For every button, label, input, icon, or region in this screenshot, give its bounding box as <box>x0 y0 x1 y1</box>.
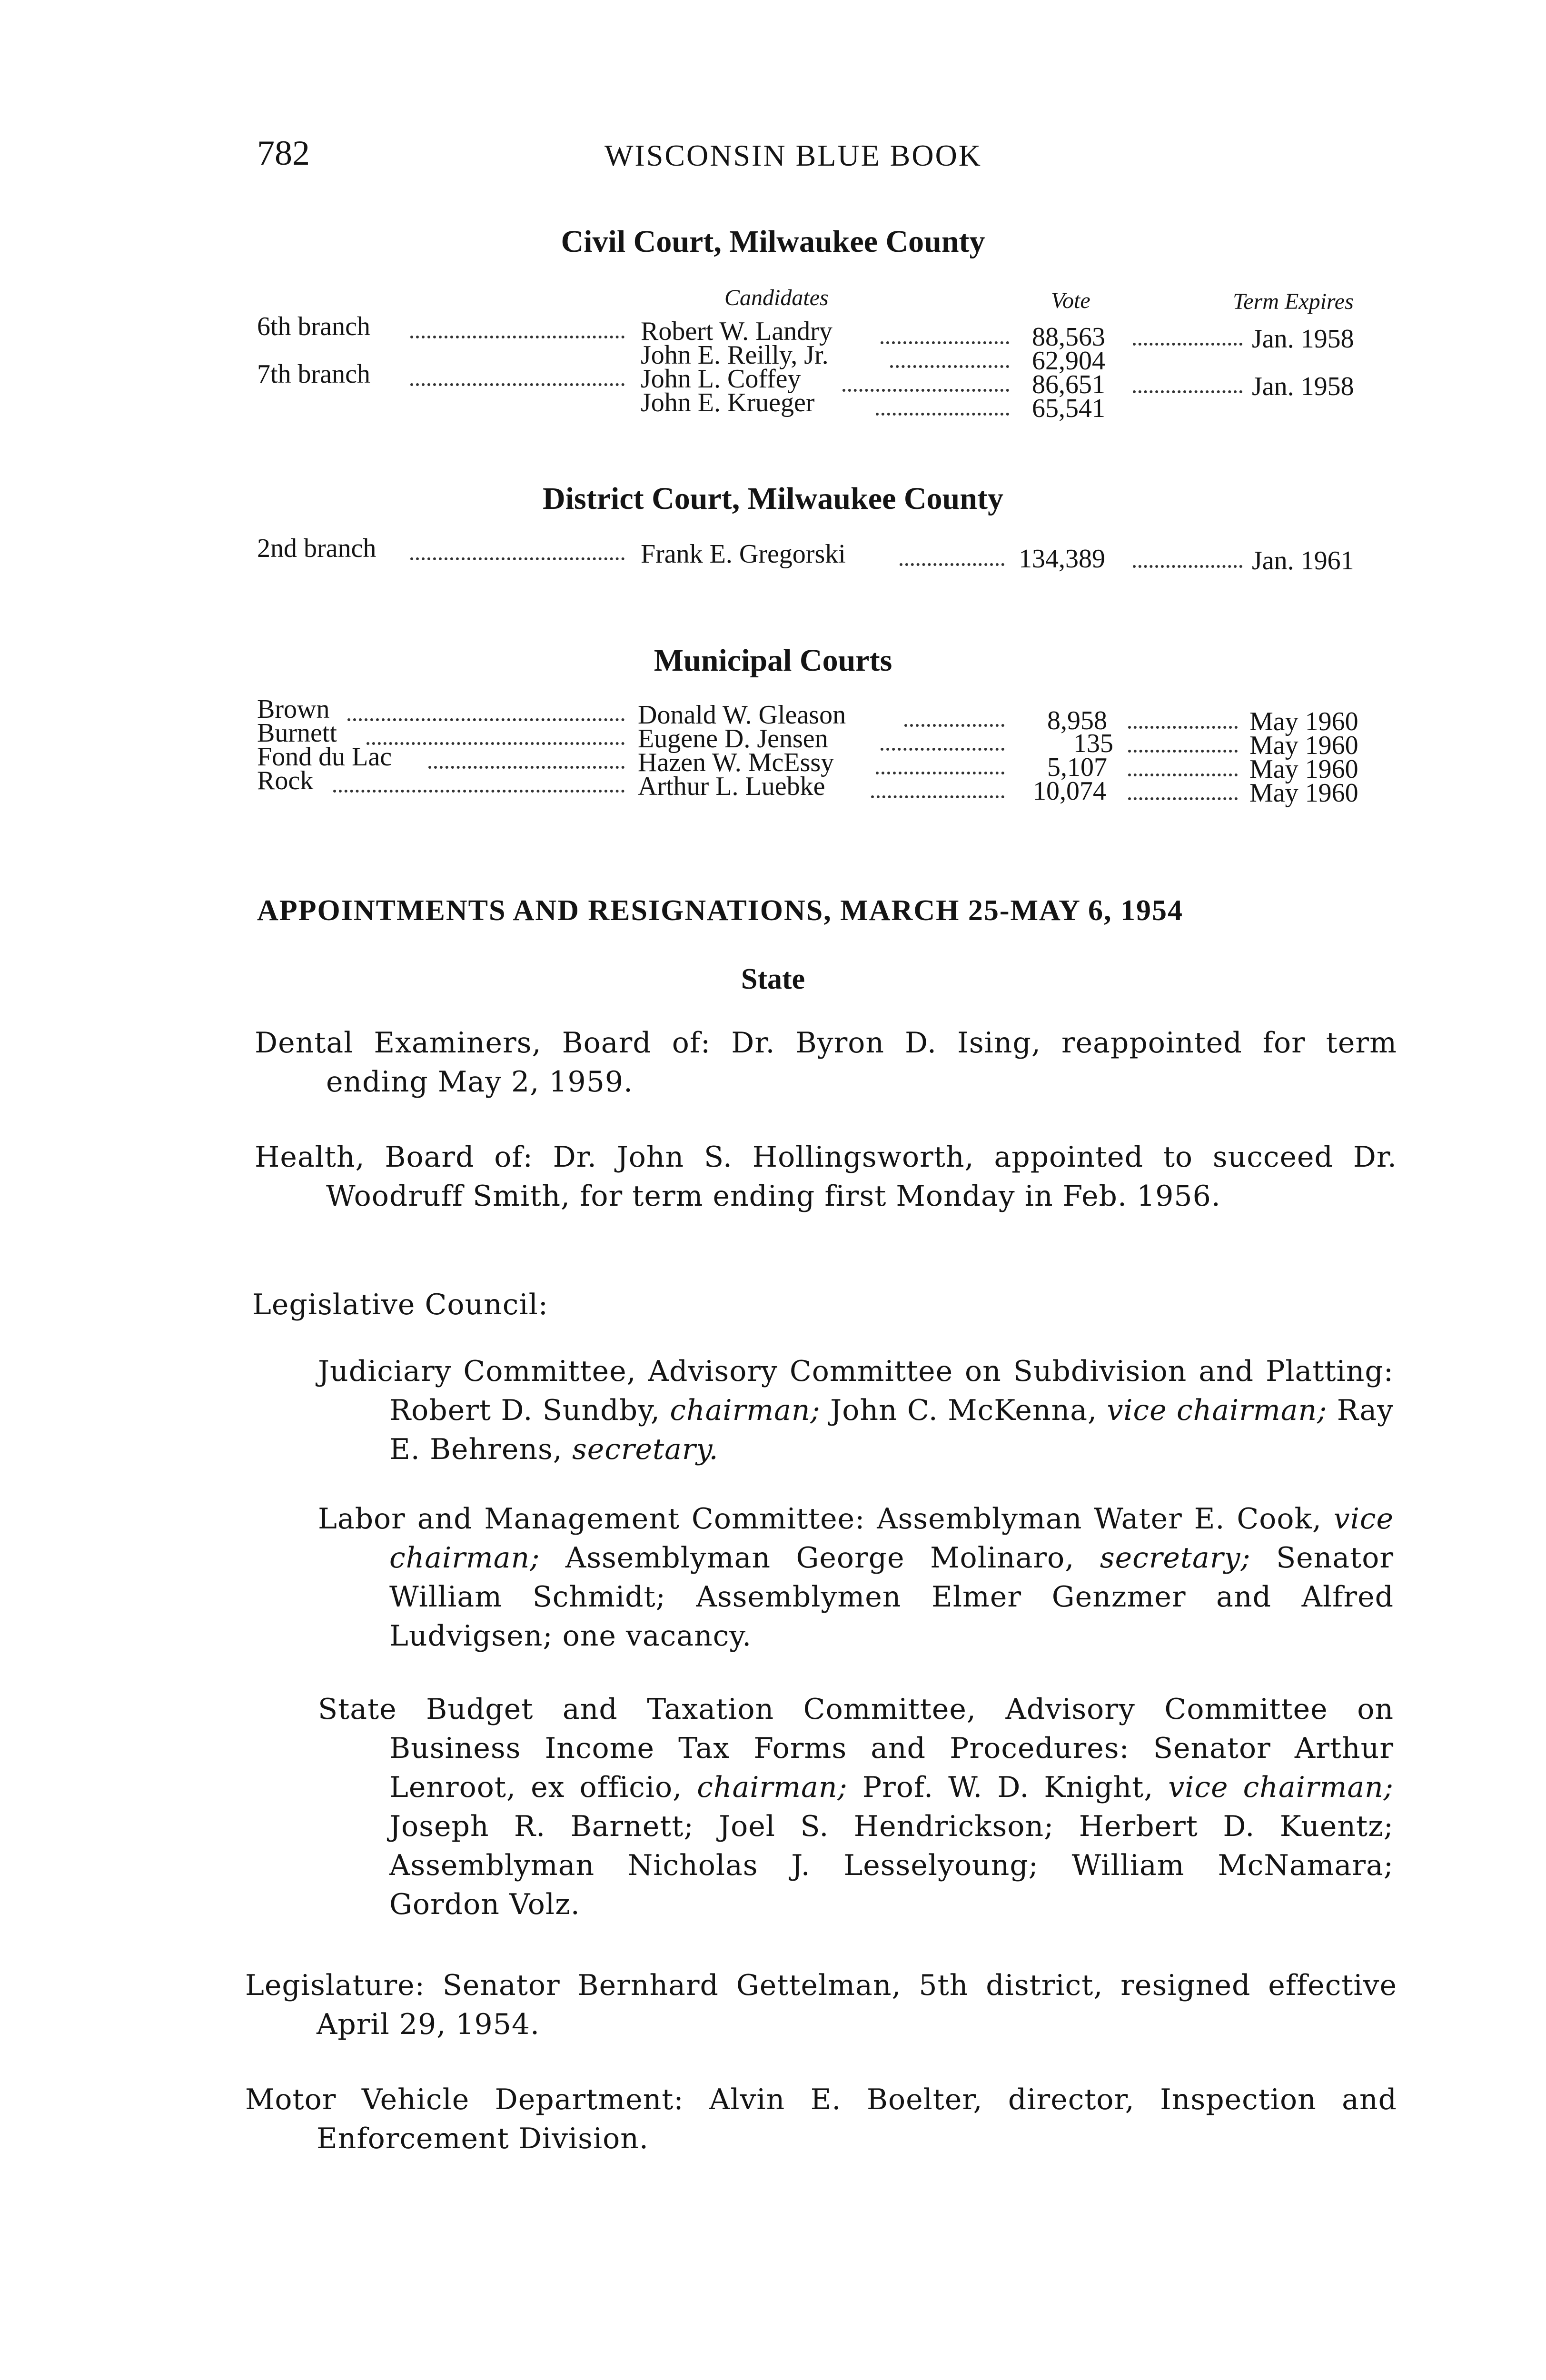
entry-text: Senator William Schmidt; Assemblymen Elmer Genzmer and Alfred Ludvigsen; one vacancy. <box>389 1541 1394 1653</box>
entry-text: Joseph R. Barnett; Joel S. Hendrickson; Herbert D. Kuentz; Assemblyman Nicholas J. Lesselyoung; William McNamara; Gordon Volz. <box>389 1810 1394 1921</box>
term-expires: May 1960 <box>1249 731 1358 760</box>
dot-leader <box>1128 726 1238 729</box>
entry-text: Health, Board of: Dr. John S. Hollingsworth, appointed to succeed Dr. Woodruff Smith, for term ending first Monday in Feb. 1956. <box>255 1140 1397 1213</box>
vote-count: 8,958 <box>1047 706 1107 735</box>
judge-name: Donald W. Gleason <box>638 700 846 730</box>
dot-leader <box>1133 343 1242 346</box>
term-expires: May 1960 <box>1249 707 1358 736</box>
candidate-name: John E. Krueger <box>641 388 815 417</box>
entry-motor-vehicle <box>245 2080 1397 2158</box>
entry-italic: secretary; <box>1100 1541 1251 1575</box>
entry-italic: vice chairman; <box>389 1502 1394 1575</box>
running-title: WISCONSIN BLUE BOOK <box>605 139 982 172</box>
dot-leader <box>1128 750 1238 753</box>
municipal-courts-title: Municipal Courts <box>654 643 892 678</box>
state-subheading: State <box>741 963 805 995</box>
dot-leader <box>410 336 624 338</box>
entry-health-board <box>255 1138 1397 1216</box>
entry-text: Motor Vehicle Department: Alvin E. Boelter, director, Inspection and Enforcement Division. <box>245 2083 1397 2155</box>
judge-name: Eugene D. Jensen <box>638 724 828 754</box>
vote-count: 134,389 <box>1019 544 1105 574</box>
dot-leader <box>1128 797 1238 800</box>
entry-italic: chairman; <box>670 1394 821 1427</box>
entry-text: John C. McKenna, <box>820 1394 1107 1427</box>
district-court-title: District Court, Milwaukee County <box>543 481 1003 516</box>
entry-text: Ray E. Behrens, <box>389 1394 1394 1466</box>
vote-count: 62,904 <box>1032 346 1105 376</box>
vote-count: 86,651 <box>1032 370 1105 399</box>
term-expires: May 1960 <box>1249 754 1358 784</box>
vote-count: 135 <box>1073 729 1113 758</box>
table-row-branch: 7th branch <box>257 359 370 389</box>
vote-count: 10,074 <box>1033 776 1106 806</box>
entry-italic: vice chairman; <box>1107 1394 1328 1427</box>
dot-leader <box>410 557 624 560</box>
entry-italic: chairman; <box>697 1771 848 1804</box>
entry-italic: vice chairman; <box>1168 1771 1394 1804</box>
entry-labor-management <box>318 1499 1394 1656</box>
candidate-name: John E. Reilly, Jr. <box>641 340 829 370</box>
dot-leader <box>904 724 1004 727</box>
vote-count: 88,563 <box>1032 322 1105 352</box>
entry-dental-examiners <box>255 1023 1397 1101</box>
entry-text: Prof. W. D. Knight, <box>847 1771 1169 1804</box>
term-expires: May 1960 <box>1249 778 1358 808</box>
dot-leader <box>881 748 1004 751</box>
table-row-county: Fond du Lac <box>257 742 392 772</box>
dot-leader <box>900 563 1004 566</box>
dot-leader <box>876 413 1009 416</box>
dot-leader <box>1133 390 1242 393</box>
legislative-council-heading <box>252 1285 1395 1324</box>
candidate-name: John L. Coffey <box>641 364 801 394</box>
dot-leader <box>347 718 624 721</box>
entry-italic: secretary. <box>572 1433 719 1466</box>
table-row-branch: 6th branch <box>257 312 370 341</box>
dot-leader <box>842 389 1009 392</box>
entry-text: Legislative Council: <box>252 1288 548 1321</box>
col-term-expires: Term Expires <box>1233 289 1354 314</box>
term-expires: Jan. 1961 <box>1252 546 1354 575</box>
dot-leader <box>367 742 624 745</box>
dot-leader <box>881 341 1009 344</box>
dot-leader <box>890 365 1009 368</box>
judge-name: Arthur L. Luebke <box>638 772 825 801</box>
table-row-branch: 2nd branch <box>257 534 377 563</box>
vote-count: 5,107 <box>1047 753 1107 782</box>
entry-text: Assemblyman George Molinaro, <box>540 1541 1100 1575</box>
dot-leader <box>1133 565 1242 568</box>
entry-text: Labor and Management Committee: Assemblyman Water E. Cook, <box>318 1502 1334 1536</box>
page-number: 782 <box>257 134 310 173</box>
entry-text: Judiciary Committee, Advisory Committee on Subdivision and Platting: Robert D. Sundby, <box>318 1355 1394 1427</box>
candidate-name: Robert W. Landry <box>641 317 832 346</box>
vote-count: 65,541 <box>1032 394 1105 423</box>
term-expires: Jan. 1958 <box>1252 372 1354 401</box>
civil-court-title: Civil Court, Milwaukee County <box>561 224 985 259</box>
term-expires: Jan. 1958 <box>1252 324 1354 354</box>
col-candidates: Candidates <box>724 285 829 310</box>
entry-text: Dental Examiners, Board of: Dr. Byron D. Ising, reappointed for term ending May 2, 1959. <box>255 1026 1397 1099</box>
entry-text: State Budget and Taxation Committee, Advisory Committee on Business Income Tax Forms and Procedures: Senator Arthur Lenroot, ex officio, <box>318 1693 1394 1804</box>
dot-leader <box>410 383 624 386</box>
dot-leader <box>1128 774 1238 776</box>
entry-state-budget <box>318 1690 1394 1924</box>
judge-name: Hazen W. McEssy <box>638 748 834 777</box>
entry-text: Legislature: Senator Bernhard Gettelman, 5th district, resigned effective April 29, 1954. <box>245 1969 1397 2041</box>
col-vote: Vote <box>1051 288 1090 313</box>
candidate-name: Frank E. Gregorski <box>641 539 846 569</box>
table-row-county: Burnett <box>257 718 337 748</box>
dot-leader <box>871 795 1004 798</box>
entry-judiciary-committee <box>318 1352 1394 1469</box>
table-row-county: Rock <box>257 766 314 795</box>
dot-leader <box>333 790 624 793</box>
table-row-county: Brown <box>257 694 330 724</box>
appointments-heading: APPOINTMENTS AND RESIGNATIONS, MARCH 25-MAY 6, 1954 <box>257 894 1184 927</box>
dot-leader <box>428 766 624 769</box>
entry-legislature <box>245 1966 1397 2044</box>
dot-leader <box>876 772 1004 774</box>
